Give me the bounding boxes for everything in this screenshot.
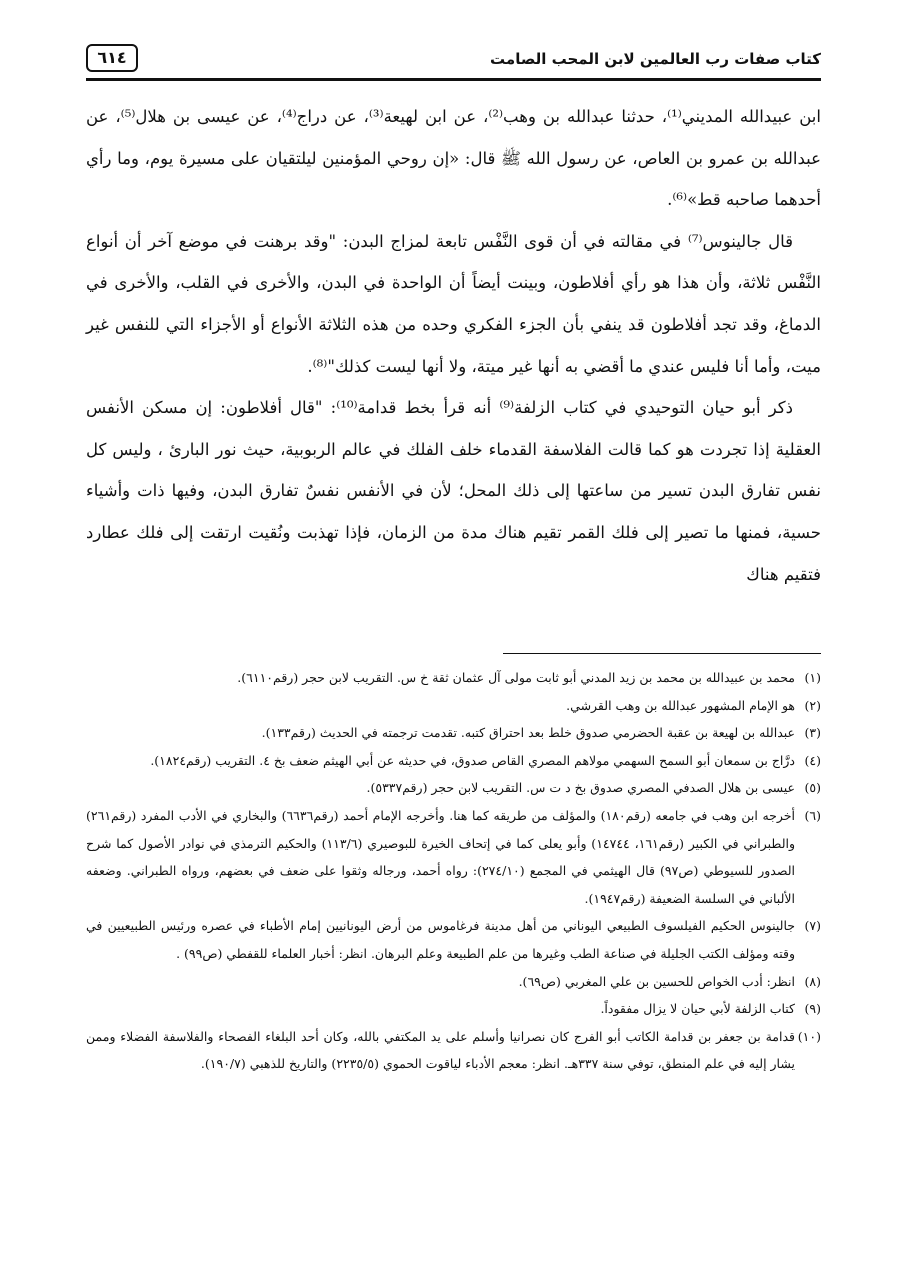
footnote-number: (٣) — [804, 725, 821, 741]
footnotes — [86, 664, 821, 1078]
footnote — [86, 912, 821, 967]
footnote — [86, 719, 821, 747]
footnote-text: هو الإمام المشهور عبدالله بن وهب القرشي. — [566, 697, 795, 713]
footnote-text: كتاب الزلفة لأبي حيان لا يزال مفقوداً. — [600, 1001, 795, 1017]
main-text — [86, 96, 821, 595]
footnote-text: عيسى بن هلال الصدفي المصري صدوق بخ د ت س. التقريب لابن حجر (رقم٥٣٣٧). — [366, 780, 795, 796]
footnote-text: درَّاج بن سمعان أبو السمح السهمي مولاهم المصري القاص صدوق، في حديثه عن أبي الهيثم ضعف بخ ٤. التقريب (رقم١٨٢٤). — [150, 752, 795, 768]
footnote-number: (٢) — [804, 697, 821, 713]
footnote — [86, 747, 821, 775]
book-title: كتاب صفات رب العالمين لابن المحب الصامت — [490, 50, 821, 68]
footnote-number: (١) — [804, 670, 821, 685]
footnote — [86, 968, 821, 996]
page-header — [86, 44, 821, 76]
footnote-number: (٦) — [804, 807, 821, 823]
footnote-text: عبدالله بن لهيعة بن عقبة الحضرمي صدوق خلط بعد احتراق كتبه. تقدمت ترجمته في الحديث (رقم١٣٣). — [261, 725, 795, 741]
paragraph-hadith: ابن عبيدالله المديني⁽¹⁾، حدثنا عبدالله بن وهب⁽²⁾، عن ابن لهيعة⁽³⁾، عن دراج⁽⁴⁾، عن عيسى بن هلال⁽⁵⁾، عن عبدالله بن عمرو بن العاص، عن رسول الله ﷺ قال: «إن روحي المؤمنين ليلتقيان على مسيرة يوم، وما رأي أحدهما صاحبه قط»⁽⁶⁾. — [86, 107, 821, 210]
footnote-text: أخرجه ابن وهب في جامعه (رقم١٨٠) والمؤلف من طريقه كما هنا. وأخرجه الإمام أحمد (رقم٦٦٣٦) والبخاري في الأدب المفرد (رقم٢٦١) والطبراني في الكبير (رقم١٦١، ١٤٧٤٤) وأبو يعلى كما في إتحاف الخيرة للبوصيري (١١٣/٦) والحكيم الترمذي في نوادر الأصول كما شرح الصدور للسيوطي (ص٩٧) قال الهيثمي في المجمع (٢٧٤/١٠): رواه أحمد، ورجاله وثقوا على ضعف في بعضهم، ورواه الطبراني. وضعفه الألباني في السلسة الضعيفة (رقم١٩٤٧). — [86, 807, 796, 906]
footnote — [86, 774, 821, 802]
footnote — [86, 664, 821, 692]
footnote-text: انظر: أدب الخواص للحسين بن علي المغربي (ص٦٩). — [518, 973, 795, 989]
footnote-text: محمد بن عبيدالله بن محمد بن زيد المدني أبو ثابت مولى آل عثمان ثقة خ س. التقريب لابن حجر (رقم٦١١٠). — [237, 670, 795, 685]
header-divider — [86, 78, 821, 81]
footnote-number: (٤) — [804, 752, 821, 768]
footnote-divider — [503, 653, 821, 654]
footnote — [86, 692, 821, 720]
footnote — [86, 995, 821, 1023]
footnote-text: جالينوس الحكيم الفيلسوف الطبيعي اليوناني من أهل مدينة فرغاموس من أرض اليونانيين إمام الأطباء في عصره ورئيس الطبيعيين في وقته ومؤلف الكتب الجليلة في صناعة الطب وغيرها من علم الطبيعة وعلم البرهان. انظر: أخبار العلماء للقفطي (ص٩٩) . — [86, 918, 795, 961]
footnote-number: (١٠) — [797, 1028, 821, 1044]
page-number: ٦١٤ — [86, 44, 138, 72]
footnote-text: قدامة بن جعفر بن قدامة الكاتب أبو الفرج كان نصرانيا وأسلم على يد المكتفي بالله، وكان أحد البلغاء الفصحاء والفلاسفة الفضلاء وممن يشار إليه في علم المنطق، توفي سنة ٣٣٧هـ. انظر: معجم الأدباء لياقوت الحموي (٢٢٣٥/٥) والتاريخ للذهبي (١٩٠/٧). — [86, 1028, 795, 1072]
paragraph-tawhidi: ذكر أبو حيان التوحيدي في كتاب الزلفة⁽⁹⁾ أنه قرأ بخط قدامة⁽¹⁰⁾: "قال أفلاطون: إن مسكن الأنفس العقلية إذا تجردت هو كما قالت الفلاسفة القدماء خلف الفلك في عالم الربوبية، حيث نور البارئ ، وليس كل نفس تفارق البدن تسير من ساعتها إلى ذلك المحل؛ لأن في الأنفس نفسٌ تفارق البدن، وفيها ذات وأشياء حسية، فمنها ما تصير إلى فلك القمر تقيم هناك مدة من الزمان، فإذا تهذبت ونُقيت ارتقت إلى فلك عطارد فتقيم هناك — [86, 398, 821, 584]
footnote-number: (٨) — [804, 973, 821, 989]
footnote — [86, 802, 821, 912]
footnote — [86, 1023, 821, 1078]
paragraph-galen: قال جالينوس⁽⁷⁾ في مقالته في أن قوى النَّفْس تابعة لمزاج البدن: "وقد برهنت في موضع آخر أن أنواع النَّفْس ثلاثة، وأن هذا هو رأي أفلاطون، وبينت أيضاً أن الواحدة في البدن، والأخرى في القلب، والأخرى في الدماغ، وقد تجد أفلاطون قد ينفي بأن الجزء الفكري وحده من هذه الثلاثة الأنواع أو الأجزاء التي للنفس غير ميت، وأما أنا فليس عندي ما أقضي به أنها غير ميتة، ولا أنها ليست كذلك"⁽⁸⁾. — [86, 231, 821, 376]
footnote-number: (٥) — [804, 780, 821, 796]
footnote-number: (٧) — [804, 918, 821, 934]
footnote-number: (٩) — [804, 1001, 821, 1017]
